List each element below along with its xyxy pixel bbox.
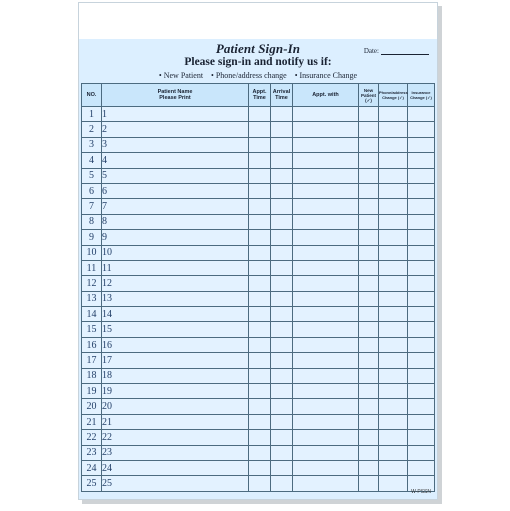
header-no: NO. [82,84,102,107]
phone-change-cell[interactable] [379,230,408,245]
row-number: 21 [82,414,102,429]
table-row [82,445,435,460]
row-number: 18 [82,368,102,383]
appt-with-cell[interactable] [293,399,359,414]
row-number: 6 [82,183,102,198]
appt-with-cell[interactable] [293,307,359,322]
appt-with-cell[interactable] [293,353,359,368]
row-number: 9 [82,230,102,245]
arrival-time-cell[interactable] [271,399,293,414]
phone-change-cell[interactable] [379,322,408,337]
phone-change-cell[interactable] [379,107,408,122]
table-row [82,107,435,122]
row-number: 17 [82,353,102,368]
arrival-time-cell[interactable] [271,245,293,260]
row-number: 2 [82,122,102,137]
insurance-change-cell[interactable] [408,199,435,214]
new-patient-cell[interactable] [359,384,379,399]
arrival-time-cell[interactable] [271,353,293,368]
row-number: 13 [82,291,102,306]
phone-change-cell[interactable] [379,430,408,445]
table-row [82,430,435,445]
appt-with-cell[interactable] [293,276,359,291]
insurance-change-cell[interactable] [408,384,435,399]
phone-change-cell[interactable] [379,368,408,383]
date-label: Date: [363,47,379,55]
arrival-time-cell[interactable] [271,168,293,183]
appt-with-cell[interactable] [293,430,359,445]
arrival-time-cell[interactable] [271,183,293,198]
arrival-time-cell[interactable] [271,430,293,445]
table-row [82,183,435,198]
phone-change-cell[interactable] [379,276,408,291]
sign-in-table [81,83,435,492]
new-patient-cell[interactable] [359,368,379,383]
new-patient-cell[interactable] [359,353,379,368]
patient-name-cell[interactable]: 7 [102,199,249,214]
appt-time-cell[interactable] [249,153,271,168]
patient-name-cell[interactable]: 13 [102,291,249,306]
new-patient-cell[interactable] [359,137,379,152]
appt-time-cell[interactable] [249,476,271,491]
insurance-change-cell[interactable] [408,368,435,383]
phone-change-cell[interactable] [379,153,408,168]
header-new-patient: New Patient (✓) [359,84,379,107]
appt-time-cell[interactable] [249,245,271,260]
table-row [82,322,435,337]
appt-with-cell[interactable] [293,107,359,122]
table-row [82,368,435,383]
insurance-change-cell[interactable] [408,230,435,245]
row-number: 5 [82,168,102,183]
patient-name-cell[interactable]: 17 [102,353,249,368]
appt-time-cell[interactable] [249,183,271,198]
patient-name-cell[interactable]: 11 [102,260,249,275]
arrival-time-cell[interactable] [271,230,293,245]
appt-time-cell[interactable] [249,460,271,475]
new-patient-cell[interactable] [359,307,379,322]
patient-name-cell[interactable]: 20 [102,399,249,414]
insurance-change-cell[interactable] [408,276,435,291]
appt-with-cell[interactable] [293,214,359,229]
insurance-change-cell[interactable] [408,337,435,352]
arrival-time-cell[interactable] [271,260,293,275]
date-line [381,47,429,55]
table-row [82,414,435,429]
phone-change-cell[interactable] [379,245,408,260]
appt-time-cell[interactable] [249,307,271,322]
row-number: 10 [82,245,102,260]
insurance-change-cell[interactable] [408,245,435,260]
table-row [82,307,435,322]
row-number: 4 [82,153,102,168]
new-patient-cell[interactable] [359,445,379,460]
row-number: 25 [82,476,102,491]
appt-with-cell[interactable] [293,460,359,475]
form-title: Patient Sign-In [215,41,301,56]
arrival-time-cell[interactable] [271,476,293,491]
patient-name-cell[interactable]: 12 [102,276,249,291]
appt-with-cell[interactable] [293,476,359,491]
arrival-time-cell[interactable] [271,122,293,137]
appt-time-cell[interactable] [249,353,271,368]
patient-name-cell[interactable]: 15 [102,322,249,337]
appt-time-cell[interactable] [249,122,271,137]
patient-name-cell[interactable]: 14 [102,307,249,322]
row-number: 1 [82,107,102,122]
appt-time-cell[interactable] [249,199,271,214]
patient-name-cell[interactable]: 24 [102,460,249,475]
header-appt-time: Appt. Time [249,84,271,107]
phone-change-cell[interactable] [379,460,408,475]
appt-with-cell[interactable] [293,183,359,198]
new-patient-cell[interactable] [359,414,379,429]
appt-time-cell[interactable] [249,384,271,399]
appt-with-cell[interactable] [293,199,359,214]
new-patient-cell[interactable] [359,476,379,491]
table-row [82,199,435,214]
new-patient-cell[interactable] [359,122,379,137]
row-number: 7 [82,199,102,214]
row-number: 22 [82,430,102,445]
phone-change-cell[interactable] [379,183,408,198]
header-phone-change: Phone/address Change (✓) [379,84,408,107]
phone-change-cell[interactable] [379,291,408,306]
insurance-change-cell[interactable] [408,291,435,306]
table-row [82,276,435,291]
sign-in-sheet [78,2,438,500]
appt-time-cell[interactable] [249,260,271,275]
phone-change-cell[interactable] [379,307,408,322]
appt-time-cell[interactable] [249,399,271,414]
appt-with-cell[interactable] [293,291,359,306]
appt-time-cell[interactable] [249,414,271,429]
new-patient-cell[interactable] [359,168,379,183]
arrival-time-cell[interactable] [271,445,293,460]
row-number: 3 [82,137,102,152]
arrival-time-cell[interactable] [271,214,293,229]
header-patient-name: Patient Name Please Print [102,84,249,107]
new-patient-cell[interactable] [359,230,379,245]
phone-change-cell[interactable] [379,122,408,137]
row-number: 16 [82,337,102,352]
patient-name-cell[interactable]: 5 [102,168,249,183]
insurance-change-cell[interactable] [408,322,435,337]
arrival-time-cell[interactable] [271,291,293,306]
header-insurance-change: Insurance Change (✓) [408,84,435,107]
table-row [82,384,435,399]
reason-new-patient: • New Patient [158,71,204,80]
header-appt-with: Appt. with [293,84,359,107]
appt-with-cell[interactable] [293,337,359,352]
form-subtitle: Please sign-in and notify us if: [184,56,332,68]
new-patient-cell[interactable] [359,291,379,306]
appt-time-cell[interactable] [249,276,271,291]
phone-change-cell[interactable] [379,137,408,152]
appt-time-cell[interactable] [249,430,271,445]
new-patient-cell[interactable] [359,399,379,414]
insurance-change-cell[interactable] [408,168,435,183]
new-patient-cell[interactable] [359,430,379,445]
table-row [82,168,435,183]
phone-change-cell[interactable] [379,337,408,352]
arrival-time-cell[interactable] [271,153,293,168]
row-number: 15 [82,322,102,337]
arrival-time-cell[interactable] [271,199,293,214]
table-row [82,153,435,168]
patient-name-cell[interactable]: 18 [102,368,249,383]
patient-name-cell[interactable]: 3 [102,137,249,152]
appt-time-cell[interactable] [249,137,271,152]
patient-name-cell[interactable]: 25 [102,476,249,491]
patient-name-cell[interactable]: 22 [102,430,249,445]
patient-name-cell[interactable]: 2 [102,122,249,137]
phone-change-cell[interactable] [379,260,408,275]
phone-change-cell[interactable] [379,445,408,460]
row-number: 20 [82,399,102,414]
arrival-time-cell[interactable] [271,307,293,322]
insurance-change-cell[interactable] [408,307,435,322]
form-code: W-PSSN [411,489,431,495]
header-band [79,3,437,39]
insurance-change-cell[interactable] [408,214,435,229]
row-number: 24 [82,460,102,475]
appt-time-cell[interactable] [249,337,271,352]
appt-with-cell[interactable] [293,122,359,137]
row-number: 19 [82,384,102,399]
insurance-change-cell[interactable] [408,260,435,275]
new-patient-cell[interactable] [359,153,379,168]
arrival-time-cell[interactable] [271,368,293,383]
new-patient-cell[interactable] [359,322,379,337]
table-row [82,476,435,491]
appt-with-cell[interactable] [293,245,359,260]
patient-name-cell[interactable]: 9 [102,230,249,245]
arrival-time-cell[interactable] [271,322,293,337]
phone-change-cell[interactable] [379,214,408,229]
new-patient-cell[interactable] [359,460,379,475]
patient-name-cell[interactable]: 21 [102,414,249,429]
patient-name-cell[interactable]: 8 [102,214,249,229]
table-row [82,260,435,275]
arrival-time-cell[interactable] [271,276,293,291]
arrival-time-cell[interactable] [271,337,293,352]
new-patient-cell[interactable] [359,183,379,198]
insurance-change-cell[interactable] [408,353,435,368]
patient-name-cell[interactable]: 16 [102,337,249,352]
appt-with-cell[interactable] [293,414,359,429]
patient-name-cell[interactable]: 23 [102,445,249,460]
insurance-change-cell[interactable] [408,445,435,460]
new-patient-cell[interactable] [359,214,379,229]
patient-name-cell[interactable]: 6 [102,183,249,198]
arrival-time-cell[interactable] [271,460,293,475]
arrival-time-cell[interactable] [271,384,293,399]
new-patient-cell[interactable] [359,260,379,275]
phone-change-cell[interactable] [379,168,408,183]
appt-with-cell[interactable] [293,384,359,399]
phone-change-cell[interactable] [379,399,408,414]
date-field [364,47,429,55]
appt-with-cell[interactable] [293,322,359,337]
appt-time-cell[interactable] [249,168,271,183]
appt-with-cell[interactable] [293,445,359,460]
insurance-change-cell[interactable] [408,399,435,414]
insurance-change-cell[interactable] [408,430,435,445]
new-patient-cell[interactable] [359,199,379,214]
new-patient-cell[interactable] [359,107,379,122]
phone-change-cell[interactable] [379,414,408,429]
appt-time-cell[interactable] [249,107,271,122]
appt-with-cell[interactable] [293,230,359,245]
table-row [82,137,435,152]
row-number: 8 [82,214,102,229]
insurance-change-cell[interactable] [408,137,435,152]
reason-insurance-change: • Insurance Change [294,71,358,80]
phone-change-cell[interactable] [379,384,408,399]
patient-name-cell[interactable]: 19 [102,384,249,399]
appt-with-cell[interactable] [293,368,359,383]
phone-change-cell[interactable] [379,476,408,491]
appt-time-cell[interactable] [249,368,271,383]
table-row [82,353,435,368]
insurance-change-cell[interactable] [408,107,435,122]
appt-time-cell[interactable] [249,214,271,229]
insurance-change-cell[interactable] [408,460,435,475]
header-arrival-time: Arrival Time [271,84,293,107]
appt-with-cell[interactable] [293,260,359,275]
appt-time-cell[interactable] [249,445,271,460]
table-row [82,122,435,137]
reason-phone-change: • Phone/address change [211,71,287,80]
table-row [82,460,435,475]
arrival-time-cell[interactable] [271,137,293,152]
insurance-change-cell[interactable] [408,183,435,198]
table-header-row [82,84,435,107]
new-patient-cell[interactable] [359,245,379,260]
row-number: 12 [82,276,102,291]
appt-time-cell[interactable] [249,230,271,245]
appt-time-cell[interactable] [249,322,271,337]
row-number: 14 [82,307,102,322]
table-row [82,245,435,260]
new-patient-cell[interactable] [359,276,379,291]
row-number: 11 [82,260,102,275]
table-row [82,230,435,245]
table-row [82,399,435,414]
table-row [82,337,435,352]
patient-name-cell[interactable]: 1 [102,107,249,122]
appt-with-cell[interactable] [293,137,359,152]
row-number: 23 [82,445,102,460]
appt-with-cell[interactable] [293,168,359,183]
new-patient-cell[interactable] [359,337,379,352]
notify-reasons [79,71,437,80]
arrival-time-cell[interactable] [271,107,293,122]
insurance-change-cell[interactable] [408,153,435,168]
appt-time-cell[interactable] [249,291,271,306]
phone-change-cell[interactable] [379,353,408,368]
patient-name-cell[interactable]: 10 [102,245,249,260]
arrival-time-cell[interactable] [271,414,293,429]
table-row [82,214,435,229]
table-row [82,291,435,306]
insurance-change-cell[interactable] [408,414,435,429]
appt-with-cell[interactable] [293,153,359,168]
insurance-change-cell[interactable] [408,122,435,137]
patient-name-cell[interactable]: 4 [102,153,249,168]
phone-change-cell[interactable] [379,199,408,214]
